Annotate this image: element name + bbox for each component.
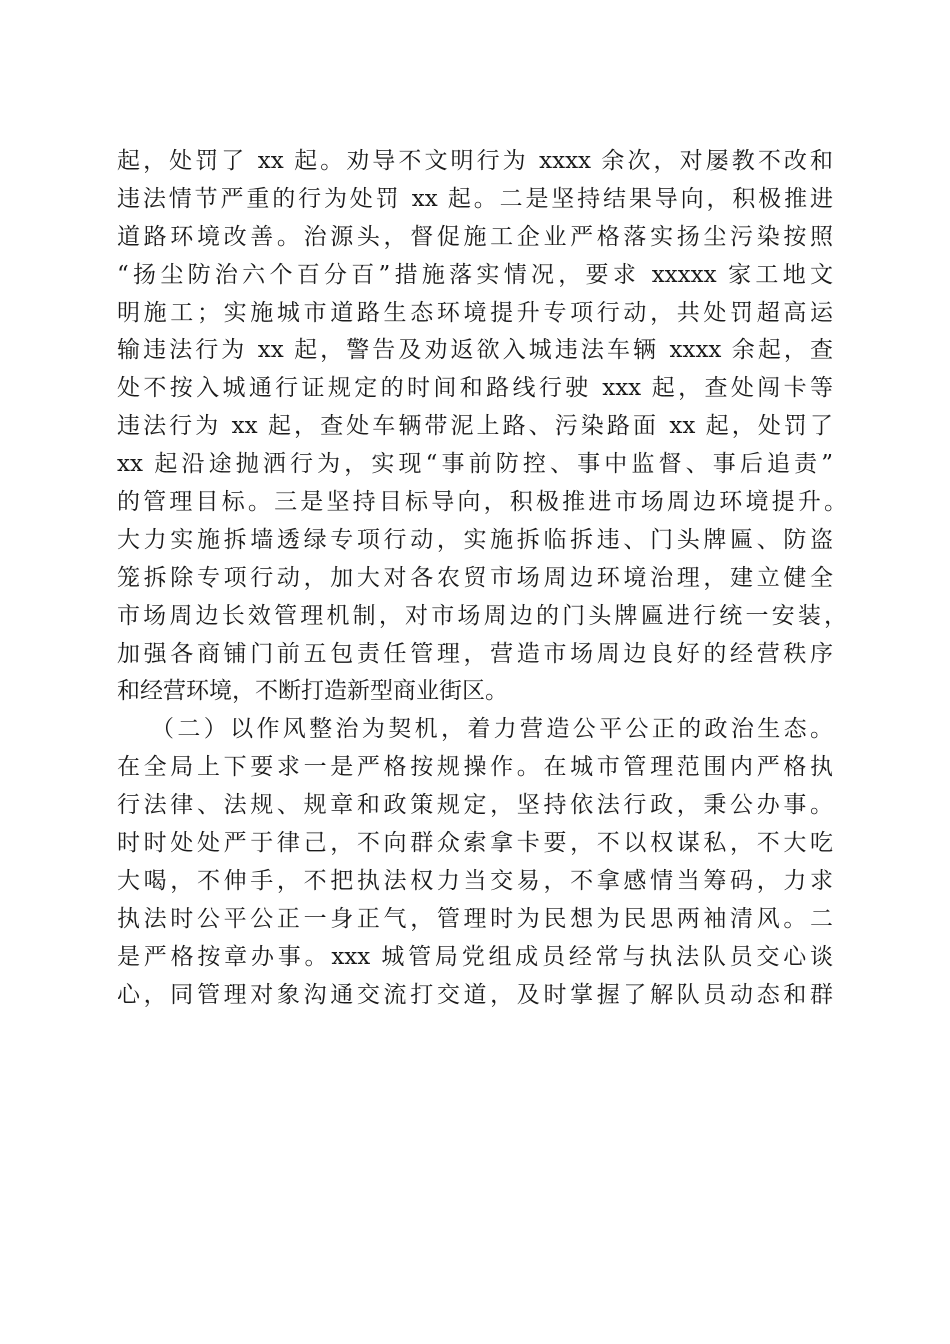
text-line: 违法情节严重的行为处罚 xx 起。二是坚持结果导向，积极推进 <box>117 185 833 212</box>
text-line: 心，同管理对象沟通交流打交道，及时掌握了解队员动态和群 <box>117 981 833 1008</box>
section-heading-line: （二）以作风整治为契机，着力营造公平公正的政治生态。 <box>151 716 833 743</box>
text-line: 和经营环境，不断打造新型商业街区。 <box>117 678 508 705</box>
text-line: 是严格按章办事。xxx 城管局党组成员经常与执法队员交心谈 <box>117 943 833 970</box>
text-line: “扬尘防治六个百分百”措施落实情况，要求 xxxxx 家工地文 <box>117 261 833 288</box>
text-line: 明施工；实施城市道路生态环境提升专项行动，共处罚超高运 <box>117 299 833 326</box>
text-line: 违法行为 xx 起，查处车辆带泥上路、污染路面 xx 起，处罚了 <box>117 413 833 440</box>
text-line: 市场周边长效管理机制，对市场周边的门头牌匾进行统一安装， <box>117 602 847 629</box>
text-line: 起，处罚了 xx 起。劝导不文明行为 xxxx 余次，对屡教不改和 <box>117 148 833 174</box>
text-line: 时时处处严于律己，不向群众索拿卡要，不以权谋私，不大吃 <box>117 830 833 857</box>
text-line: 大力实施拆墙透绿专项行动，实施拆临拆违、门头牌匾、防盗 <box>117 526 833 553</box>
text-line: 处不按入城通行证规定的时间和路线行驶 xxx 起，查处闯卡等 <box>117 375 833 402</box>
text-line: xx 起沿途抛洒行为，实现“事前防控、事中监督、事后追责” <box>117 451 833 478</box>
text-line: 笼拆除专项行动，加大对各农贸市场周边环境治理，建立健全 <box>117 564 833 591</box>
text-line: 执法时公平公正一身正气，管理时为民想为民思两袖清风。二 <box>117 905 833 932</box>
text-line: 的管理目标。三是坚持目标导向，积极推进市场周边环境提升。 <box>117 489 847 516</box>
text-line: 道路环境改善。治源头，督促施工企业严格落实扬尘污染按照 <box>117 223 833 250</box>
document-body <box>117 143 847 1014</box>
text-line: 在全局上下要求一是严格按规操作。在城市管理范围内严格执 <box>117 754 833 781</box>
text-line: 加强各商铺门前五包责任管理，营造市场周边良好的经营秩序 <box>117 640 833 667</box>
text-line: 输违法行为 xx 起，警告及劝返欲入城违法车辆 xxxx 余起，查 <box>117 337 833 364</box>
text-line: 大喝，不伸手，不把执法权力当交易，不拿感情当筹码，力求 <box>117 867 833 894</box>
text-line: 行法律、法规、规章和政策规定，坚持依法行政，秉公办事。 <box>117 792 833 819</box>
